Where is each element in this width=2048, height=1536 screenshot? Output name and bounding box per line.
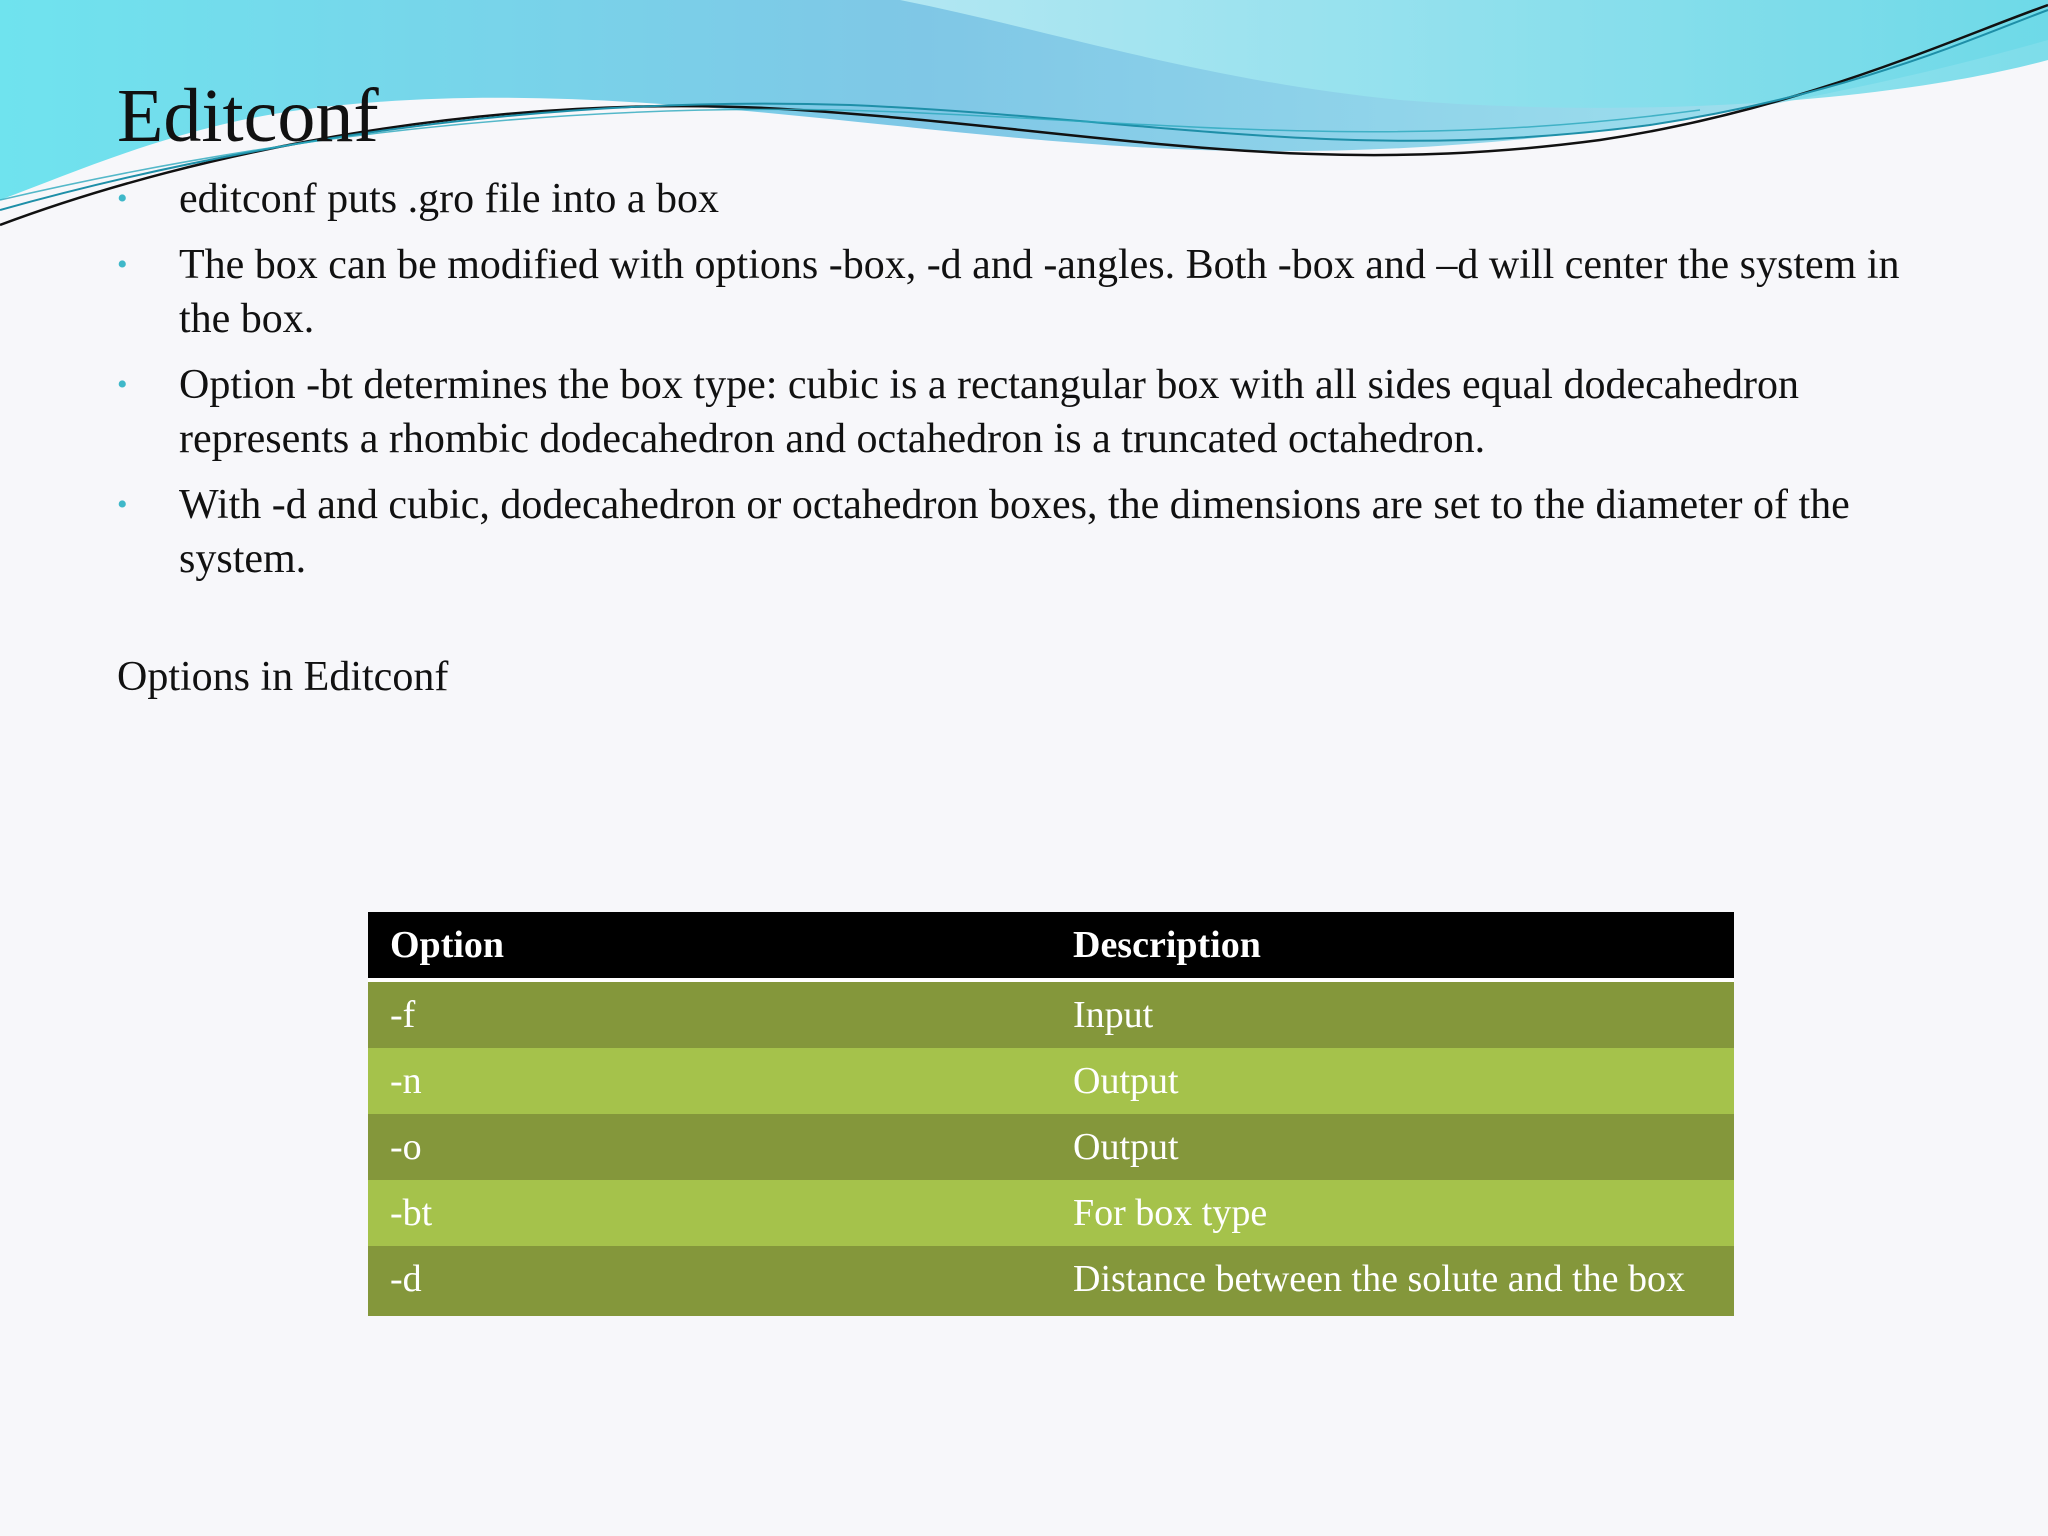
option-cell: -f: [368, 980, 1051, 1048]
option-cell: -bt: [368, 1180, 1051, 1246]
bullet-list: [117, 172, 1917, 598]
slide-title: Editconf: [117, 74, 379, 158]
column-header-option: Option: [368, 912, 1051, 980]
option-cell: -o: [368, 1114, 1051, 1180]
bullet-icon: •: [117, 182, 128, 215]
description-cell: Output: [1051, 1048, 1734, 1114]
bullet-text: With -d and cubic, dodecahedron or octahedron boxes, the dimensions are set to the diameter of the system.: [179, 482, 1850, 582]
option-cell: -d: [368, 1246, 1051, 1316]
table-row: [368, 1114, 1734, 1180]
column-header-description: Description: [1051, 912, 1734, 980]
bullet-item: [117, 238, 1917, 346]
table-row: [368, 1048, 1734, 1114]
bullet-item: [117, 478, 1917, 586]
bullet-icon: •: [117, 368, 128, 401]
description-cell: Output: [1051, 1114, 1734, 1180]
table-row: [368, 980, 1734, 1048]
description-cell: Distance between the solute and the box: [1051, 1246, 1734, 1316]
options-table: [368, 912, 1734, 1316]
bullet-text: editconf puts .gro file into a box: [179, 176, 720, 222]
bullet-icon: •: [117, 248, 128, 281]
option-cell: -n: [368, 1048, 1051, 1114]
bullet-icon: •: [117, 488, 128, 521]
bullet-text: Option -bt determines the box type: cubic is a rectangular box with all sides equal dodecahedron represents a rhombic dodecahedron and octahedron is a truncated octahedron.: [179, 362, 1800, 462]
table-row: [368, 1180, 1734, 1246]
bullet-text: The box can be modified with options -box, -d and -angles. Both -box and –d will center the system in the box.: [179, 242, 1900, 342]
description-cell: For box type: [1051, 1180, 1734, 1246]
bullet-item: [117, 172, 1917, 226]
options-subheading: Options in Editconf: [117, 654, 449, 700]
table-row: [368, 1246, 1734, 1316]
bullet-item: [117, 358, 1917, 466]
description-cell: Input: [1051, 980, 1734, 1048]
table-header-row: [368, 912, 1734, 980]
